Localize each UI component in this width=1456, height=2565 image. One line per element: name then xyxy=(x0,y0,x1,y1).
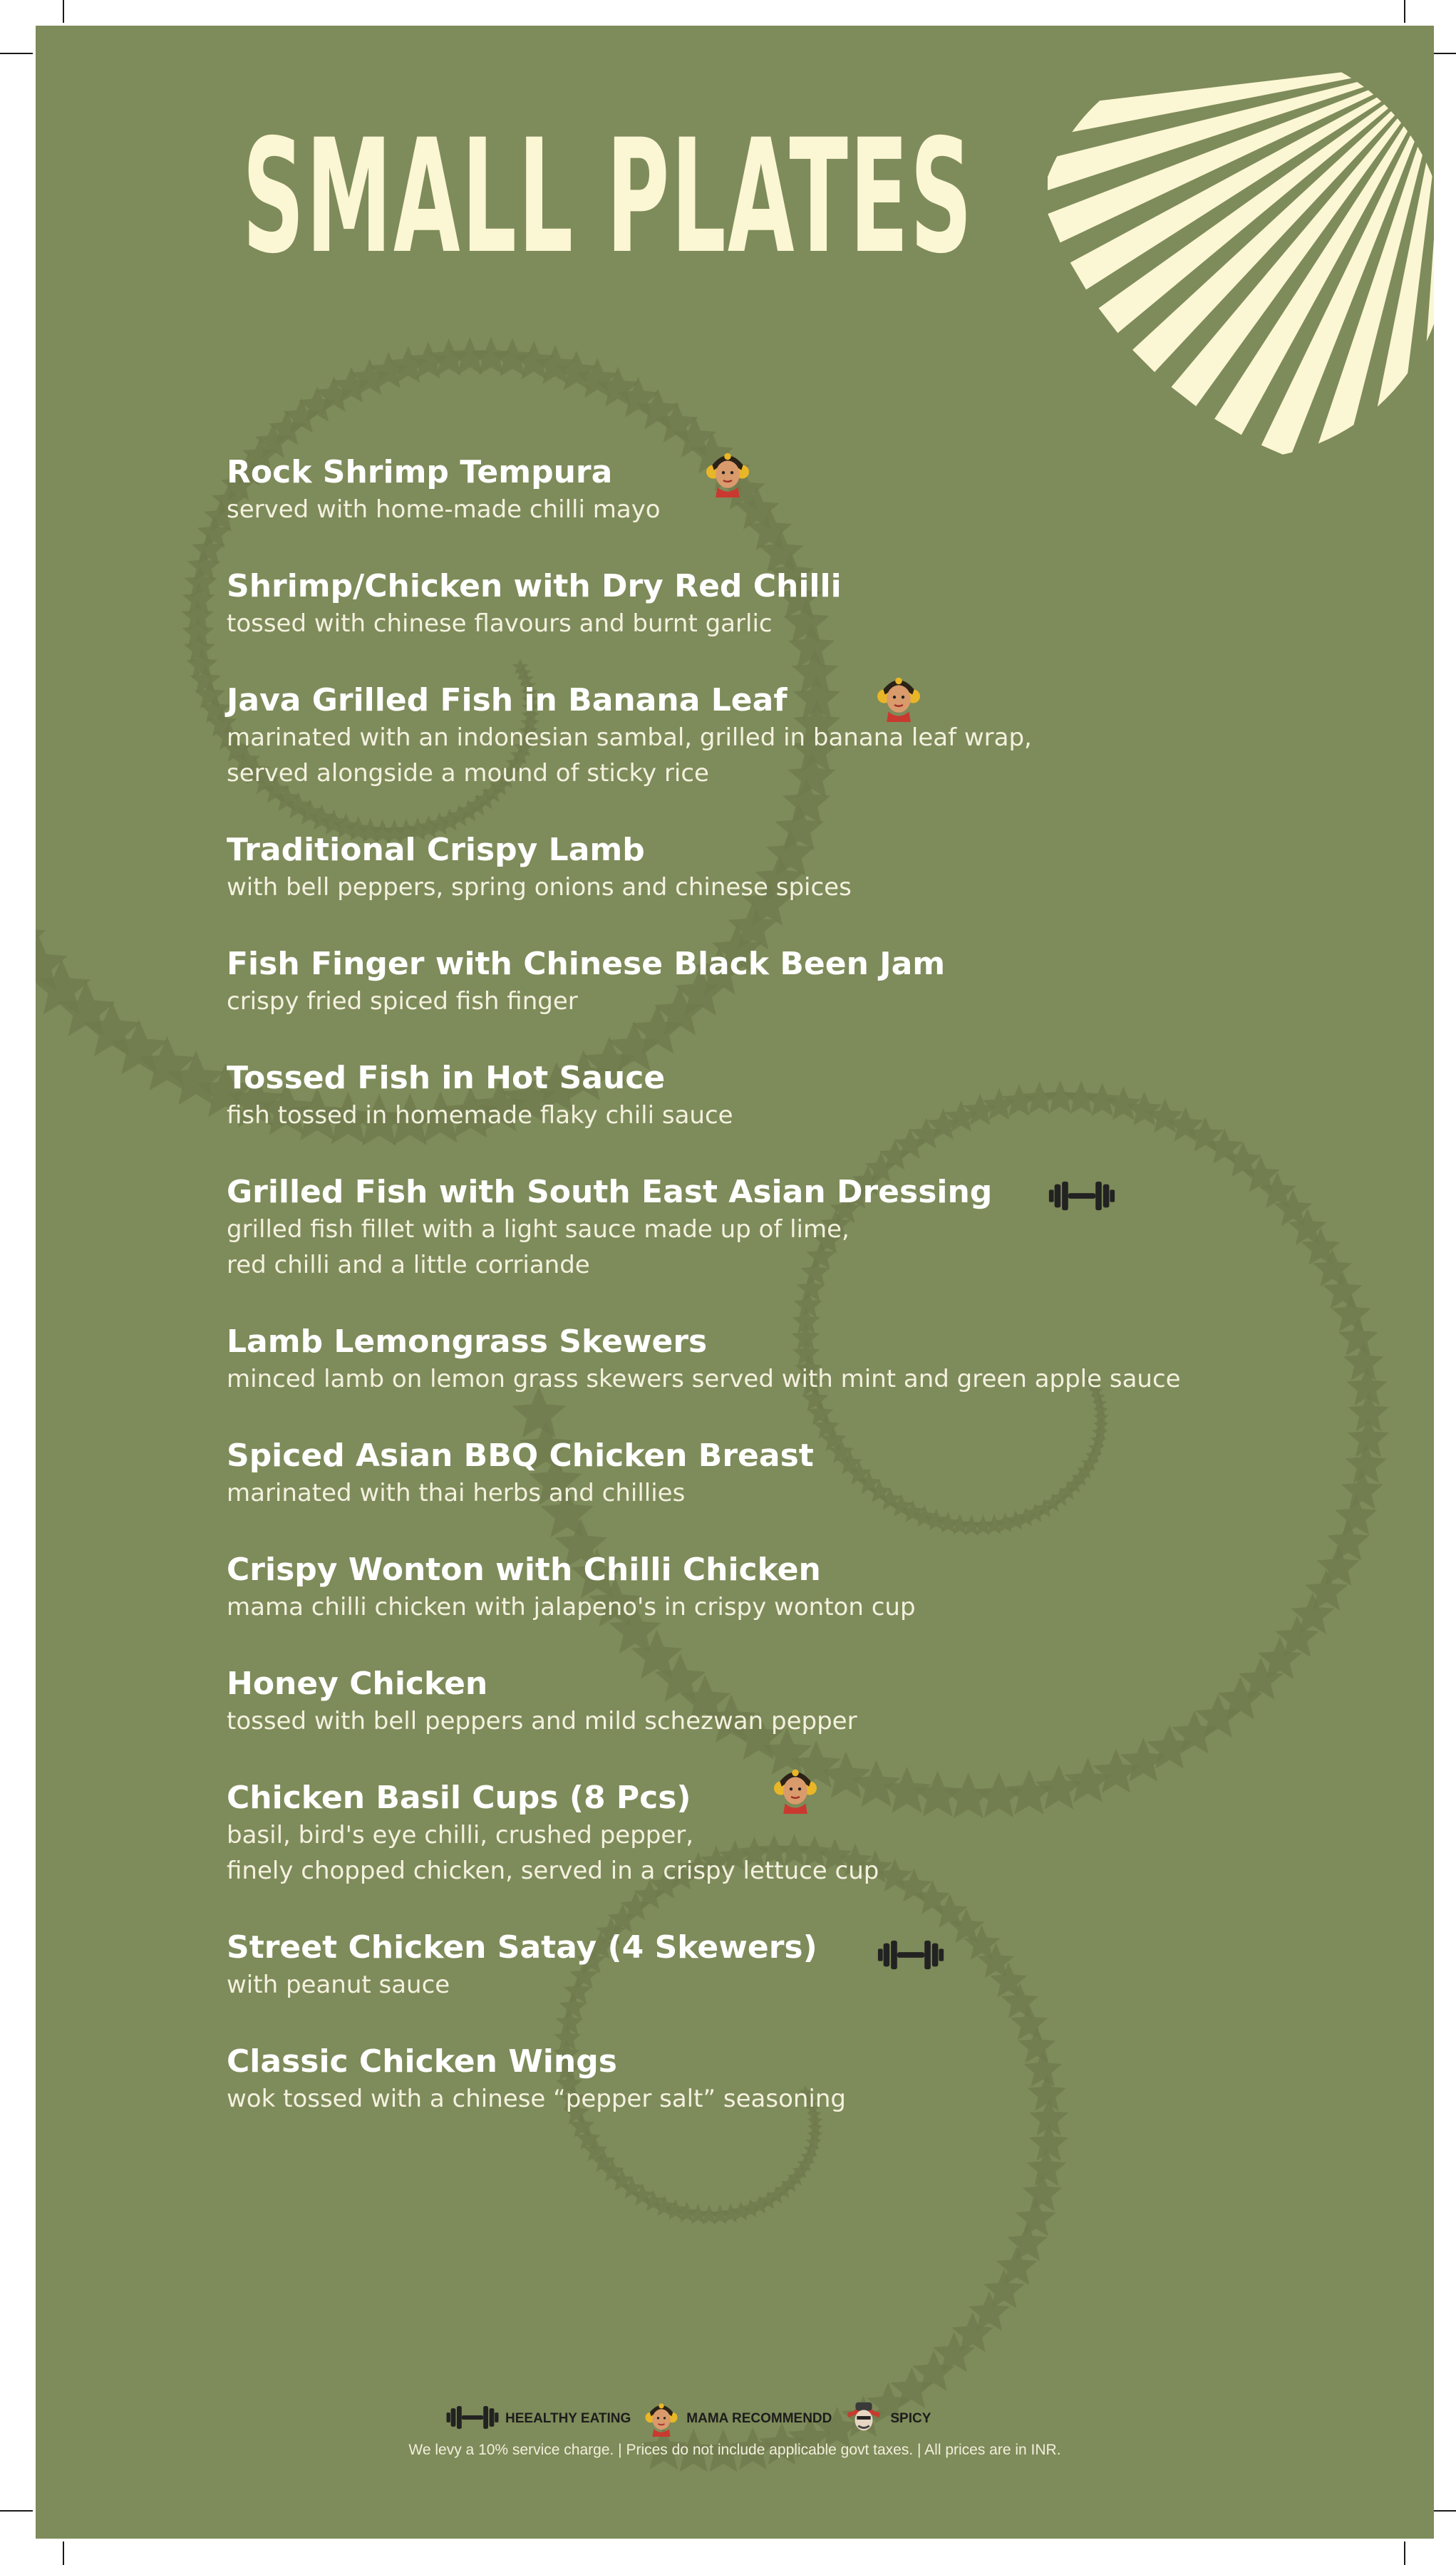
menu-item-description: fish tossed in homemade flaky chili sauce xyxy=(227,1101,733,1130)
menu-item xyxy=(227,2043,846,2117)
crop-mark xyxy=(0,2510,33,2512)
chef-chilli-icon xyxy=(843,2397,884,2441)
menu-item-name: Grilled Fish with South East Asian Dressing xyxy=(227,1174,993,1210)
dumbbell-icon xyxy=(1048,1179,1116,1216)
menu-item xyxy=(227,1323,1181,1397)
menu-item xyxy=(227,831,852,905)
menu-item-description: served with home-made chilli mayo xyxy=(227,495,661,524)
menu-item-description: tossed with chinese flavours and burnt garlic xyxy=(227,609,773,638)
menu-item-name: Traditional Crispy Lamb xyxy=(227,832,645,868)
background-star xyxy=(1105,1086,1141,1120)
menu-item-description: tossed with bell peppers and mild schezwan pepper xyxy=(227,1707,857,1735)
menu-item-name: Honey Chicken xyxy=(227,1666,488,1702)
menu-item xyxy=(227,1437,814,1511)
background-star xyxy=(1065,1758,1112,1802)
menu-item xyxy=(227,1173,992,1283)
menu-item-name: Classic Chicken Wings xyxy=(227,2043,617,2080)
mama-face-icon xyxy=(873,671,924,725)
menu-item-description: marinated with an indonesian sambal, grilled in banana leaf wrap, xyxy=(227,723,1032,752)
crop-mark xyxy=(63,2541,64,2565)
menu-item-description: finely chopped chicken, served in a crispy lettuce cup xyxy=(227,1857,879,1885)
background-star xyxy=(1346,1443,1388,1483)
menu-item-description: with bell peppers, spring onions and chinese spices xyxy=(227,873,852,902)
menu-item xyxy=(227,567,842,641)
menu-item-description: minced lamb on lemon grass skewers served with mint and green apple sauce xyxy=(227,1365,1181,1393)
menu-item xyxy=(227,1551,916,1625)
menu-item xyxy=(227,453,661,527)
dumbbell-icon xyxy=(877,1938,945,1975)
background-star xyxy=(1027,2148,1067,2186)
menu-item-description: grilled fish fillet with a light sauce made up of lime, xyxy=(227,1215,850,1244)
menu-item-name: Street Chicken Satay (4 Skewers) xyxy=(227,1929,817,1966)
menu-item-name: Shrimp/Chicken with Dry Red Chilli xyxy=(227,568,842,604)
menu-item xyxy=(227,945,945,1019)
menu-item-name: Spiced Asian BBQ Chicken Breast xyxy=(227,1438,814,1474)
legend xyxy=(445,2399,942,2439)
menu-item-name: Tossed Fish in Hot Sauce xyxy=(227,1060,666,1096)
menu-item-name: Rock Shrimp Tempura xyxy=(227,454,613,490)
legend-healthy-label: HEEALTHY EATING xyxy=(505,2411,631,2426)
menu-item-name: Java Grilled Fish in Banana Leaf xyxy=(227,682,788,718)
legend-mama-label: MAMA RECOMMENDD xyxy=(686,2411,832,2426)
legend-spicy-label: SPICY xyxy=(890,2411,931,2426)
menu-item xyxy=(227,1929,817,2003)
menu-item-name: Lamb Lemongrass Skewers xyxy=(227,1323,708,1360)
menu-item-description: wok tossed with a chinese “pepper salt” seasoning xyxy=(227,2085,846,2113)
menu-item-description: with peanut sauce xyxy=(227,1971,450,1999)
crop-mark xyxy=(63,0,64,23)
menu-item-description: crispy fried spiced fish finger xyxy=(227,987,578,1016)
crop-mark xyxy=(0,53,33,54)
menu-item-description: marinated with thai herbs and chillies xyxy=(227,1479,686,1507)
menu-panel xyxy=(36,26,1434,2539)
menu-item-description: basil, bird's eye chilli, crushed pepper, xyxy=(227,1821,694,1849)
menu-item-description: served alongside a mound of sticky rice xyxy=(227,759,709,788)
menu-item-name: Crispy Wonton with Chilli Chicken xyxy=(227,1552,821,1588)
crop-mark xyxy=(1404,2541,1405,2565)
menu-item-description: red chilli and a little corriande xyxy=(227,1251,590,1279)
crop-mark xyxy=(1404,0,1405,23)
mama-face-icon xyxy=(770,1763,821,1817)
service-charge-note: We levy a 10% service charge. | Prices do not include applicable govt taxes. | All prices are in INR. xyxy=(408,2442,1061,2458)
dumbbell-icon xyxy=(445,2404,500,2434)
menu-item-name: Chicken Basil Cups (8 Pcs) xyxy=(227,1780,691,1816)
menu-item-name: Fish Finger with Chinese Black Been Jam xyxy=(227,946,946,982)
mama-face-icon xyxy=(642,2398,681,2440)
background-star xyxy=(882,1767,931,1813)
menu-item xyxy=(227,1059,733,1133)
mama-face-icon xyxy=(702,446,753,500)
menu-item-description: mama chilli chicken with jalapeno's in crispy wonton cup xyxy=(227,1593,916,1621)
menu-item xyxy=(227,1665,857,1739)
page-title: SMALL PLATES xyxy=(242,105,974,288)
